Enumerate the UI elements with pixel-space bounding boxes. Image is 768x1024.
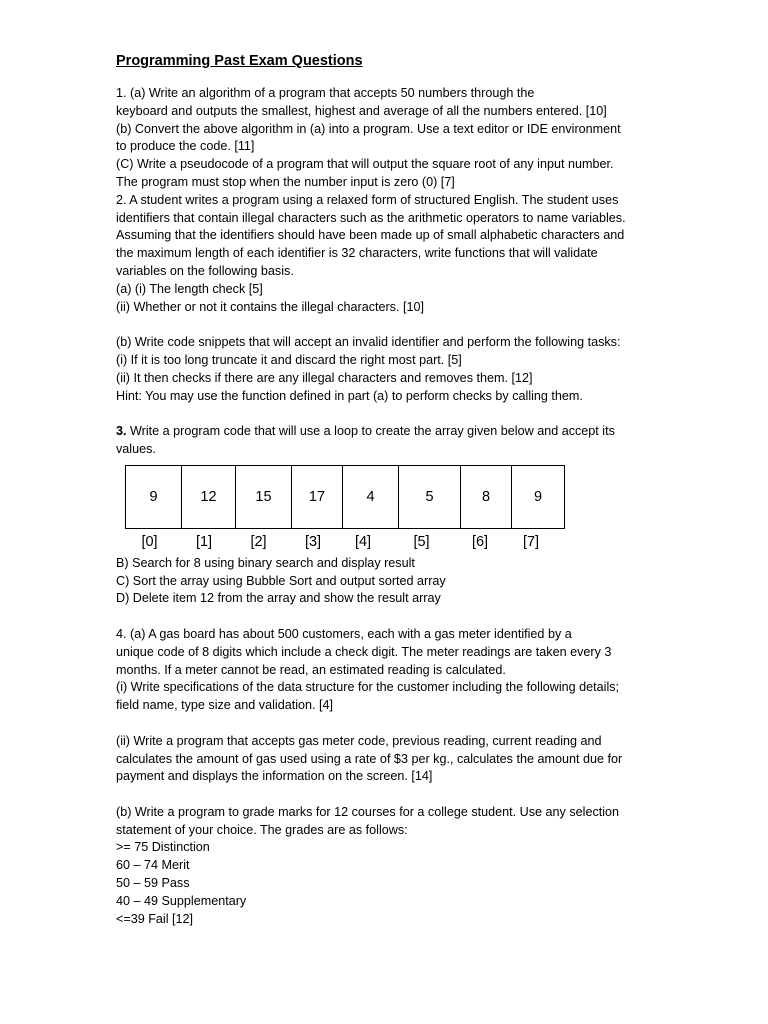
question-3 (116, 423, 716, 608)
array-index: [1] (195, 533, 213, 550)
spacer (116, 608, 716, 626)
array-cell: 5 (399, 465, 461, 528)
array-index: [4] (354, 533, 372, 550)
array-cell: 9 (126, 465, 182, 528)
q3-intro-line (116, 423, 716, 441)
q3-task: C) Sort the array using Bubble Sort and output sorted array (116, 573, 446, 588)
q2b-line: (ii) It then checks if there are any illegal characters and removes them. [12] (116, 370, 533, 385)
q2a-line: variables on the following basis. (116, 263, 294, 278)
q3-intro-line: values. (116, 441, 156, 456)
q1-line: 1. (a) Write an algorithm of a program that accepts 50 numbers through the (116, 86, 535, 100)
array-row (126, 465, 565, 528)
array-index: [3] (304, 533, 322, 550)
q4aii-line: calculates the amount of gas used using a rate of $3 per kg., calculates the amount due for (116, 751, 623, 766)
page-title: Programming Past Exam Questions (116, 53, 363, 69)
q2a-line: Assuming that the identifiers should have been made up of small alphabetic characters and (116, 228, 625, 243)
q4a-line: months. If a meter cannot be read, an estimated reading is calculated. (116, 662, 506, 677)
q4a-line: field name, type size and validation. [4] (116, 698, 334, 713)
array-cell: 15 (236, 465, 292, 528)
q2a-line: the maximum length of each identifier is 32 characters, write functions that will validate (116, 246, 598, 261)
q4aii-line: payment and displays the information on the screen. [14] (116, 769, 433, 784)
q1-line: keyboard and outputs the smallest, highest and average of all the numbers entered. [10] (116, 103, 607, 118)
q3-number: 3. (116, 424, 127, 439)
question-2b (116, 334, 716, 405)
q4a-line: unique code of 8 digits which include a check digit. The meter readings are taken every 3 (116, 644, 612, 659)
array-cell: 4 (343, 465, 399, 528)
grade-band: 40 – 49 Supplementary (116, 893, 247, 908)
array-index: [7] (522, 533, 540, 550)
grade-band: 60 – 74 Merit (116, 858, 190, 873)
q1-line: The program must stop when the number input is zero (0) [7] (116, 174, 455, 189)
q4aii-line: (ii) Write a program that accepts gas meter code, previous reading, current reading and (116, 733, 602, 748)
q2b-line: (b) Write code snippets that will accept an invalid identifier and perform the following tasks: (116, 335, 621, 350)
question-1 (116, 85, 716, 192)
q1-line: (b) Convert the above algorithm in (a) into a program. Use a text editor or IDE environment (116, 121, 621, 136)
array-cell: 8 (461, 465, 512, 528)
array-cell: 12 (182, 465, 236, 528)
array-index: [0] (141, 533, 158, 550)
grade-band: 50 – 59 Pass (116, 876, 190, 891)
array-cell: 9 (512, 465, 565, 528)
q1-line: (C) Write a pseudocode of a program that will output the square root of any input number. (116, 157, 614, 172)
q3-task: D) Delete item 12 from the array and show the result array (116, 591, 441, 606)
array-table (125, 465, 565, 529)
array-figure (125, 465, 716, 555)
q4a-line: (i) Write specifications of the data structure for the customer including the following details; (116, 680, 620, 695)
question-2a (116, 192, 716, 317)
q2a-line: 2. A student writes a program using a relaxed form of structured English. The student uses (116, 192, 619, 207)
array-index-row (125, 529, 716, 555)
spacer (116, 715, 716, 733)
array-index: [5] (413, 533, 430, 550)
q4b-line: statement of your choice. The grades are as follows: (116, 822, 408, 837)
q4b-line: (b) Write a program to grade marks for 12 courses for a college student. Use any selection (116, 804, 620, 819)
q1-line: to produce the code. [11] (116, 139, 255, 154)
question-4b (116, 804, 716, 929)
q3-intro-text: Write a program code that will use a loop to create the array given below and accept its (126, 424, 615, 439)
question-4a-ii (116, 733, 716, 786)
spacer (116, 316, 716, 334)
q2a-line: (a) (i) The length check [5] (116, 281, 263, 296)
spacer (116, 786, 716, 804)
q2b-line: Hint: You may use the function defined in part (a) to perform checks by calling them. (116, 388, 583, 403)
array-index: [6] (471, 533, 489, 550)
spacer (116, 405, 716, 423)
exam-page (116, 52, 716, 928)
array-index: [2] (250, 533, 267, 550)
question-4a (116, 626, 716, 715)
array-cell: 17 (292, 465, 343, 528)
grade-band: >= 75 Distinction (116, 840, 210, 855)
q2b-line: (i) If it is too long truncate it and discard the right most part. [5] (116, 352, 462, 367)
grade-band: <=39 Fail [12] (116, 911, 194, 926)
q3-task: B) Search for 8 using binary search and display result (116, 555, 415, 570)
q4a-line: 4. (a) A gas board has about 500 customers, each with a gas meter identified by a (116, 626, 572, 641)
q2a-line: (ii) Whether or not it contains the illegal characters. [10] (116, 299, 424, 314)
q2a-line: identifiers that contain illegal characters such as the arithmetic operators to name variables. (116, 210, 626, 225)
